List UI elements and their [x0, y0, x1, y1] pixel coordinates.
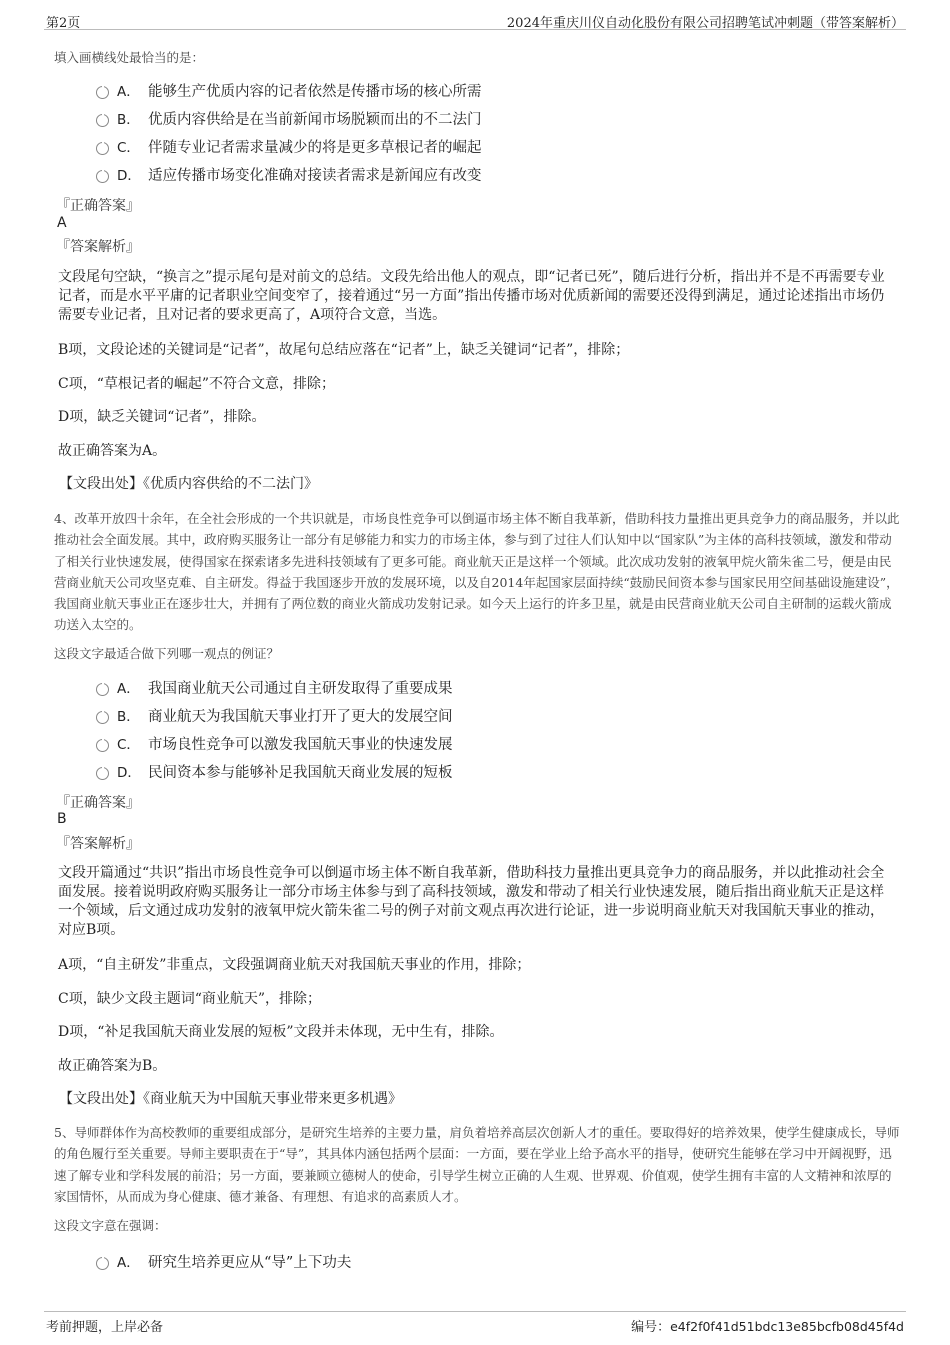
q3-line-b: B项，文段论述的关键词是“记者”，故尾句总结应落在“记者”上，缺乏关键词“记者”，排除；	[58, 342, 630, 358]
document-id	[631, 1316, 904, 1335]
option-letter: A．	[117, 681, 140, 697]
q4-analysis: 文段开篇通过“共识”指出市场良性竞争可以倒逼市场主体不断自我革新，借助科技力量推出更具竞争力的商品服务，并以此推动社会全面发展。接着说明政府购买服务让一部分市场主体参与到了高科技领域，激发和带动了相关行业快速发展，随后指出商业航天正是这样一个领域，后文通过成功发射的液氧甲烷火箭朱雀二号的例子对前文观点再次进行论证，进一步说明商业航天对我国航天事业的推动，对应B项。	[58, 865, 885, 938]
option-letter: B．	[117, 709, 140, 725]
option-text: 民间资本参与能够补足我国航天商业发展的短板	[148, 765, 453, 781]
option-text: 伴随专业记者需求量减少的将是更多草根记者的崛起	[148, 140, 482, 156]
q3-answer: A	[57, 215, 67, 231]
q4-conclusion: 故正确答案为B。	[58, 1058, 167, 1074]
q4-line-d: D项，“补足我国航天商业发展的短板”文段并未体现，无中生有，排除。	[58, 1024, 504, 1040]
radio-button-icon[interactable]	[96, 767, 109, 780]
q4-text: 4、改革开放四十余年，在全社会形成的一个共识就是，市场良性竞争可以倒逼市场主体不断自我革新，借助科技力量推出更具竞争力的商品服务，并以此推动社会全面发展。其中，政府购买服务让一部分有足够能力和实力的市场主体，参与到了过往人们认知中以“国家队”为主体的高科技领域，激发和带动了相关行业快速发展，使得国家在探索诸多先进科技领域有了更多可能。商业航天正是这样一个领域。此次成功发射的液氧甲烷火箭朱雀二号，便是由民营商业航天公司攻坚克难、自主研发。得益于我国逐步开放的发展环境，以及自2014年起国家层面持续“鼓励民间资本参与国家民用空间基础设施建设”，我国商业航天事业正在逐步壮大，并拥有了两位数的商业火箭成功发射记录。如今天上运行的许多卫星，就是由民营商业航天公司自主研制的运载火箭成功送入太空的。	[54, 511, 900, 633]
q3-source: 【文段出处】《优质内容供给的不二法门》	[59, 476, 318, 492]
page-header	[44, 0, 906, 30]
radio-button-icon[interactable]	[96, 86, 109, 99]
radio-button-icon[interactable]	[96, 170, 109, 183]
q3-conclusion: 故正确答案为A。	[58, 443, 167, 459]
q3-analysis: 文段尾句空缺，“换言之”提示尾句是对前文的总结。文段先给出他人的观点，即“记者已死”，随后进行分析，指出并不是不再需要专业记者，而是水平平庸的记者职业空间变窄了，接着通过“另一方面”指出传播市场对优质新闻的需要还没得到满足，通过论述指出市场仍需要专业记者，且对记者的要求更高了，A项符合文意，当选。	[58, 269, 885, 323]
option-text: 适应传播市场变化准确对接读者需求是新闻应有改变	[148, 168, 482, 184]
option-letter: A．	[117, 1255, 140, 1271]
option-letter: D．	[117, 168, 141, 184]
q4-line-c: C项，缺少文段主题词“商业航天”，排除；	[58, 991, 322, 1007]
q5-text: 5、导师群体作为高校教师的重要组成部分，是研究生培养的主要力量，肩负着培养高层次创新人才的重任。要取得好的培养效果，使学生健康成长，导师的角色履行至关重要。导师主要职责在于“导”，其具体内涵包括两个层面：一方面，要在学业上给予高水平的指导，使研究生能够在学习中开阔视野，迅速了解专业和学科发展的前沿；另一方面，要兼顾立德树人的使命，引导学生树立正确的人生观、世界观、价值观，使学生拥有丰富的人文精神和浓厚的家国情怀，从而成为身心健康、德才兼备、有理想、有追求的高素质人才。	[54, 1125, 900, 1204]
document-id-value: e4f2f0f41d51bdc13e85bcfb08d45f4d	[670, 1319, 904, 1334]
q3-analysis-label: 『答案解析』	[56, 239, 140, 255]
option-text: 市场良性竞争可以激发我国航天事业的快速发展	[148, 737, 453, 753]
q3-line-d: D项，缺乏关键词“记者”，排除。	[58, 409, 266, 425]
radio-button-icon[interactable]	[96, 711, 109, 724]
option-letter: C．	[117, 140, 140, 156]
option-letter: C．	[117, 737, 140, 753]
q4-answer: B	[57, 811, 67, 827]
q4-line-a: A项，“自主研发”非重点，文段强调商业航天对我国航天事业的作用，排除；	[58, 957, 531, 973]
option-text: 优质内容供给是在当前新闻市场脱颖而出的不二法门	[148, 112, 482, 128]
option-text: 商业航天为我国航天事业打开了更大的发展空间	[148, 709, 453, 725]
option-letter: D．	[117, 765, 141, 781]
q3-prompt: 填入画横线处最恰当的是：	[54, 50, 205, 65]
footer-slogan: 考前押题，上岸必备	[46, 1320, 164, 1335]
q4-analysis-label: 『答案解析』	[56, 836, 140, 852]
option-text: 我国商业航天公司通过自主研发取得了重要成果	[148, 681, 453, 697]
option-letter: A．	[117, 84, 140, 100]
option-text: 能够生产优质内容的记者依然是传播市场的核心所需	[148, 84, 482, 100]
q5-prompt: 这段文字意在强调：	[54, 1218, 167, 1233]
radio-button-icon[interactable]	[96, 114, 109, 127]
page-number: 第2页	[46, 16, 81, 31]
document-title: 2024年重庆川仪自动化股份有限公司招聘笔试冲刺题（带答案解析）	[506, 16, 904, 31]
page-footer	[44, 1311, 906, 1341]
radio-button-icon[interactable]	[96, 1257, 109, 1270]
option-text: 研究生培养更应从“导”上下功夫	[148, 1255, 352, 1271]
document-id-label: 编号：	[631, 1320, 671, 1335]
option-letter: B．	[117, 112, 140, 128]
radio-button-icon[interactable]	[96, 142, 109, 155]
radio-button-icon[interactable]	[96, 683, 109, 696]
q3-line-c: C项，“草根记者的崛起”不符合文意，排除；	[58, 376, 336, 392]
radio-button-icon[interactable]	[96, 739, 109, 752]
q3-answer-label: 『正确答案』	[56, 198, 140, 214]
q4-prompt: 这段文字最适合做下列哪一观点的例证？	[54, 646, 280, 661]
q4-answer-label: 『正确答案』	[56, 795, 140, 811]
q4-source: 【文段出处】《商业航天为中国航天事业带来更多机遇》	[59, 1091, 402, 1107]
